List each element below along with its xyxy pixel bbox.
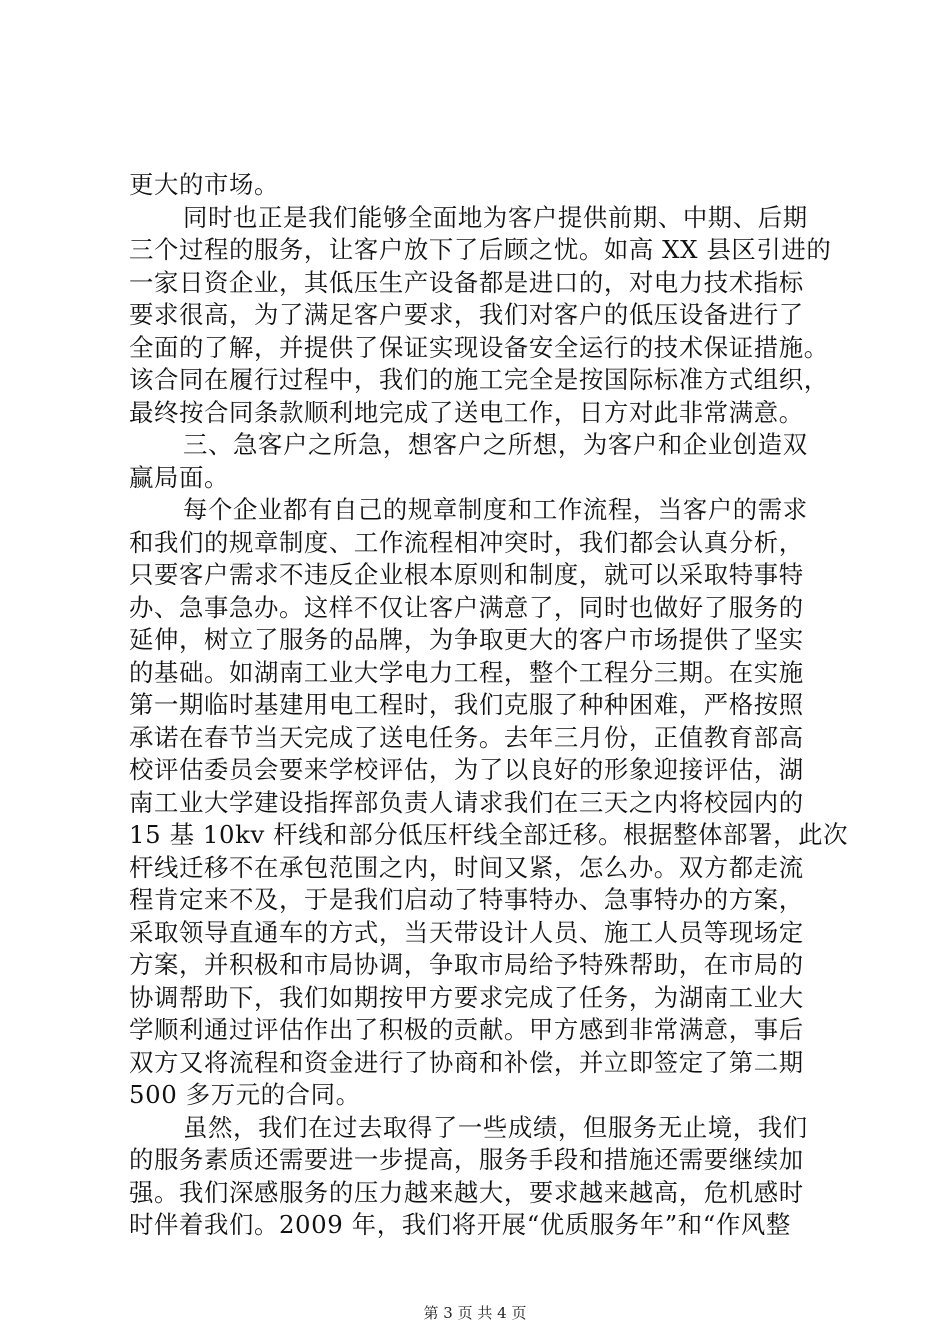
text-line: 全面的了解，并提供了保证实现设备安全运行的技术保证措施。: [129, 332, 829, 362]
text-line: 该合同在履行过程中，我们的施工完全是按国际标准方式组织，: [129, 365, 829, 394]
text-line: 15 基 10kv 杆线和部分低压杆线全部迁移。根据整体部署，此次: [129, 820, 849, 849]
text-line: 同时也正是我们能够全面地为客户提供前期、中期、后期: [183, 202, 808, 232]
text-line: 要求很高，为了满足客户要求，我们对客户的低压设备进行了: [129, 300, 804, 329]
text-line: 三、急客户之所急，想客户之所想，为客户和企业创造双: [183, 430, 808, 459]
text-line: 500 多万元的合同。: [129, 1080, 361, 1109]
text-line: 时伴着我们。2009 年，我们将开展“优质服务年”和“作风整: [129, 1210, 791, 1239]
text-line: 每个企业都有自己的规章制度和工作流程，当客户的需求: [183, 495, 808, 524]
text-line: 三个过程的服务，让客户放下了后顾之忧。如高 XX 县区引进的: [129, 235, 832, 264]
text-line: 办、急事急办。这样不仅让客户满意了，同时也做好了服务的: [129, 592, 804, 622]
text-line: 和我们的规章制度、工作流程相冲突时，我们都会认真分析，: [129, 527, 804, 557]
text-line: 承诺在春节当天完成了送电任务。去年三月份，正值教育部高: [129, 722, 804, 752]
text-line: 杆线迁移不在承包范围之内，时间又紧，怎么办。双方都走流: [129, 852, 804, 882]
text-line: 延伸，树立了服务的品牌，为争取更大的客户市场提供了坚实: [129, 625, 804, 654]
text-line: 更大的市场。: [129, 170, 279, 199]
text-line: 协调帮助下，我们如期按甲方要求完成了任务，为湖南工业大: [129, 982, 804, 1012]
page-footer: 第 3 页 共 4 页: [423, 1304, 527, 1322]
text-line: 最终按合同条款顺利地完成了送电工作，日方对此非常满意。: [129, 397, 804, 427]
text-line: 强。我们深感服务的压力越来越大，要求越来越高，危机感时: [129, 1177, 804, 1207]
document-body: [129, 169, 849, 1242]
text-line: 学顺利通过评估作出了积极的贡献。甲方感到非常满意，事后: [129, 1015, 804, 1044]
text-line: 双方又将流程和资金进行了协商和补偿，并立即签定了第二期: [129, 1047, 804, 1077]
text-line: 方案，并积极和市局协调，争取市局给予特殊帮助，在市局的: [129, 950, 804, 979]
text-line: 程肯定来不及，于是我们启动了特事特办、急事特办的方案，: [129, 885, 804, 914]
text-line: 南工业大学建设指挥部负责人请求我们在三天之内将校园内的: [129, 787, 804, 817]
text-line: 一家日资企业，其低压生产设备都是进口的，对电力技术指标: [129, 267, 804, 297]
text-line: 的基础。如湖南工业大学电力工程，整个工程分三期。在实施: [129, 657, 804, 687]
text-line: 虽然，我们在过去取得了一些成绩，但服务无止境，我们: [183, 1112, 808, 1142]
text-line: 的服务素质还需要进一步提高，服务手段和措施还需要继续加: [129, 1145, 804, 1174]
text-line: 赢局面。: [129, 462, 229, 492]
text-line: 采取领导直通车的方式，当天带设计人员、施工人员等现场定: [129, 917, 804, 947]
text-line: 第一期临时基建用电工程时，我们克服了种种困难，严格按照: [129, 690, 804, 719]
text-line: 校评估委员会要来学校评估，为了以良好的形象迎接评估，湖: [129, 755, 804, 784]
text-line: 只要客户需求不违反企业根本原则和制度，就可以采取特事特: [129, 560, 804, 589]
